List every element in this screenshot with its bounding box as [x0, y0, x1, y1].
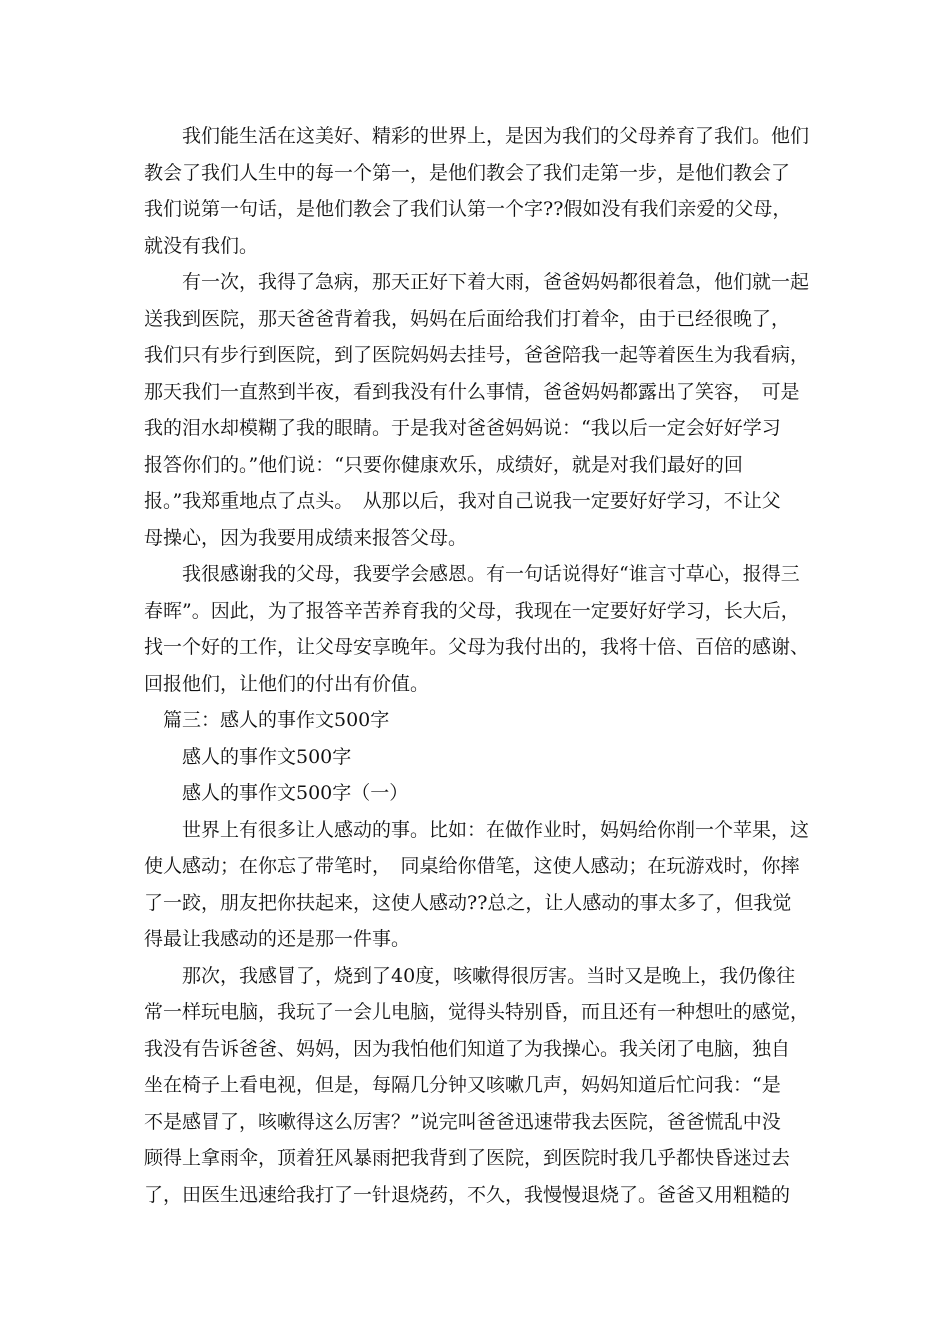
text-line: 我们只有步行到医院，到了医院妈妈去挂号，爸爸陪我一起等着医生为我看病，	[144, 344, 810, 366]
text-line: 不是感冒了，咳嗽得这么厉害？”说完叫爸爸迅速带我去医院，爸爸慌乱中没	[144, 1110, 781, 1133]
text-line: 就没有我们。	[144, 234, 259, 257]
text-line: 我的泪水却模糊了我的眼睛。于是我对爸爸妈妈说：“我以后一定会好好学习	[144, 417, 781, 439]
text-line: 回报他们，让他们的付出有价值。	[144, 672, 430, 695]
article-title: 感人的事作文500字	[144, 745, 352, 768]
text-line: 我们说第一句话，是他们教会了我们认第一个字??假如没有我们亲爱的父母，	[144, 198, 792, 220]
text-line: 春晖”。因此，为了报答辛苦养育我的父母，我现在一定要好好学习，长大后，	[144, 599, 800, 622]
text-line: 了，田医生迅速给我打了一针退烧药，不久，我慢慢退烧了。爸爸又用粗糙的	[144, 1183, 791, 1206]
text-line: 那天我们一直熬到半夜，看到我没有什么事情，爸爸妈妈都露出了笑容， 可是	[144, 380, 800, 403]
text-line: 送我到医院，那天爸爸背着我，妈妈在后面给我们打着伞，由于已经很晚了，	[144, 307, 791, 330]
text-line: 使人感动；在你忘了带笔时， 同桌给你借笔，这使人感动；在玩游戏时，你摔	[144, 855, 800, 877]
section-heading: 篇三：感人的事作文500字	[144, 709, 390, 731]
text-line: 报答你们的。”他们说：“只要你健康欢乐，成绩好，就是对我们最好的回	[144, 453, 743, 476]
text-line: 得最让我感动的还是那一件事。	[144, 928, 411, 950]
text-line: 我们能生活在这美好、精彩的世界上，是因为我们的父母养育了我们。他们	[144, 125, 810, 147]
text-line: 我很感谢我的父母，我要学会感恩。有一句话说得好“谁言寸草心，报得三	[144, 563, 800, 585]
text-line: 教会了我们人生中的每一个第一，是他们教会了我们走第一步，是他们教会了	[144, 161, 791, 184]
document-body	[144, 118, 814, 1213]
text-line: 我没有告诉爸爸、妈妈，因为我怕他们知道了为我操心。我关闭了电脑，独自	[144, 1037, 791, 1060]
text-line: 世界上有很多让人感动的事。比如：在做作业时，妈妈给你削一个苹果，这	[144, 818, 810, 841]
article-subtitle: 感人的事作文500字（一）	[144, 782, 409, 804]
text-line: 有一次，我得了急病，那天正好下着大雨，爸爸妈妈都很着急，他们就一起	[144, 271, 810, 293]
text-line: 顾得上拿雨伞，顶着狂风暴雨把我背到了医院，到医院时我几乎都快昏迷过去	[144, 1147, 791, 1169]
text-line: 那次，我感冒了，烧到了40度，咳嗽得很厉害。当时又是晚上，我仍像往	[144, 964, 796, 987]
text-line: 常一样玩电脑，我玩了一会儿电脑，觉得头特别昏，而且还有一种想吐的感觉，	[144, 1001, 810, 1023]
text-line: 了一跤，朋友把你扶起来，这使人感动??总之，让人感动的事太多了，但我觉	[144, 891, 792, 914]
text-line: 报。”我郑重地点了点头。 从那以后，我对自己说我一定要好好学习，不让父	[144, 490, 781, 512]
text-line: 找一个好的工作，让父母安享晚年。父母为我付出的，我将十倍、百倍的感谢、	[144, 636, 810, 658]
text-line: 坐在椅子上看电视，但是，每隔几分钟又咳嗽几声，妈妈知道后忙问我：“是	[144, 1074, 781, 1096]
text-line: 母操心，因为我要用成绩来报答父母。	[144, 526, 468, 549]
